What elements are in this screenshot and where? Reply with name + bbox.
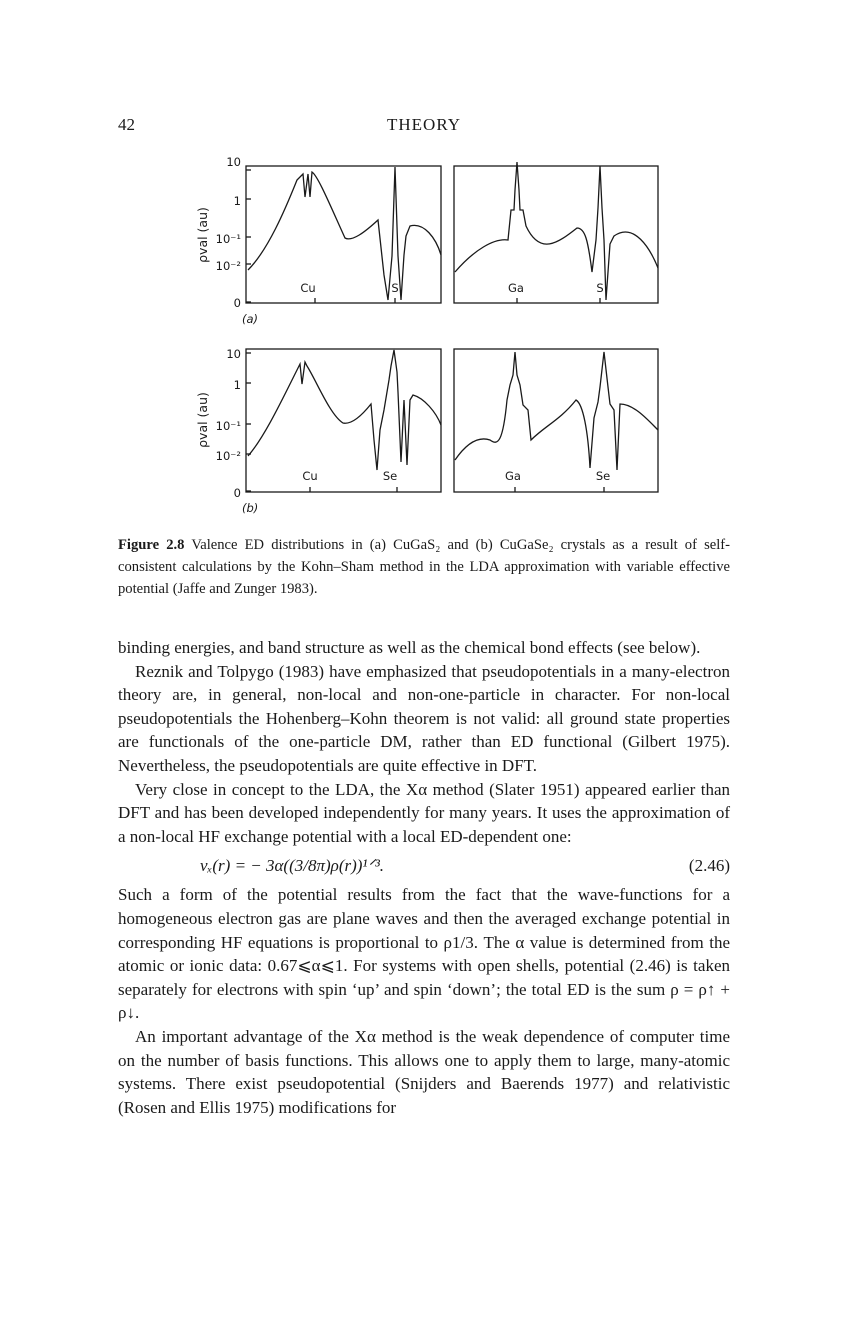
tick-label: 10⁻¹ <box>215 232 241 246</box>
density-curve-ga-s <box>455 162 658 300</box>
density-curve-cu-se <box>248 350 441 470</box>
panel-label-a: (a) <box>242 312 259 326</box>
equation-formula: vₓ(r) = − 3α((3/8π)ρ(r))¹ᐟ³. <box>200 856 385 876</box>
atom-label-s: S <box>391 281 399 295</box>
y-axis-label: ρval (au) <box>195 392 210 448</box>
atom-label-cu: Cu <box>300 281 316 295</box>
tick-label: 10⁻¹ <box>215 419 241 433</box>
atom-label-ga: Ga <box>508 281 524 295</box>
atom-label-s: S <box>596 281 604 295</box>
atom-label-ga: Ga <box>505 469 521 483</box>
caption-text: Valence ED distributions in (a) CuGaS₂ and (b) CuGaSe₂ crystals as a result of self-consistent calculations by the Kohn–Sham method in the LDA approximation with variable effective potential (Jaffe and Zunger 1983). <box>118 537 731 597</box>
paragraph: binding energies, and band structure as well as the chemical bond effects (see below). <box>118 638 701 657</box>
density-curve-ga-se <box>455 352 658 470</box>
paragraph: Reznik and Tolpygo (1983) have emphasized that pseudopotentials in a many-electron theory are, in general, non-local and non-one-particle in character. For non-local pseudopotentials the Hohenberg–Kohn theorem is not valid: all ground state properties are functionals of the one-particle DM, rather than ED functional (Gilbert 1975). Nevertheless, the pseudopotentials are quite effective in DFT. <box>118 661 730 775</box>
figure-caption <box>118 534 730 600</box>
tick-label: 10⁻² <box>215 449 241 463</box>
body-text <box>118 636 730 1119</box>
equation-number: (2.46) <box>688 856 730 876</box>
density-curve-cu-s <box>248 167 441 300</box>
tick-label: 10 <box>226 347 241 361</box>
equation-2-46 <box>118 851 730 881</box>
figure-panel-b <box>195 347 658 515</box>
paragraph: Such a form of the potential results from the fact that the wave-functions for a homogeneous electron gas are plane waves and then the averaged exchange potential in corresponding HF equations is proportional to ρ1/3. The α value is determined from the atomic or ionic data: 0.67⩽α⩽1. For systems with open shells, potential (2.46) is taken separately for electrons with spin ‘up’ and spin ‘down’; the total ED is the sum ρ = ρ↑ + ρ↓. <box>118 885 730 1023</box>
figure-2-8 <box>0 0 849 530</box>
page-number: 42 <box>118 115 135 134</box>
plot-frame-ga-s <box>454 166 658 303</box>
figure-panel-a <box>195 155 658 326</box>
atom-label-se: Se <box>382 469 398 483</box>
tick-label: 10⁻² <box>215 259 241 273</box>
plot-frame-cu-se <box>246 349 441 492</box>
running-title: THEORY <box>387 115 461 134</box>
paragraph: An important advantage of the Xα method is the weak dependence of computer time on the number of basis functions. This allows one to apply them to large, many-atomic systems. There exist pseudopotential (Snijders and Baerends 1977) and relativistic (Rosen and Ellis 1975) modifications for <box>118 1026 730 1117</box>
atom-label-cu: Cu <box>302 469 318 483</box>
panel-label-b: (b) <box>242 501 259 515</box>
atom-label-se: Se <box>595 469 611 483</box>
plot-frame-ga-se <box>454 349 658 492</box>
paragraph: Very close in concept to the LDA, the Xα method (Slater 1951) appeared earlier than DFT and has been developed independently for many years. It uses the approximation of a non-local HF exchange potential with a local ED-dependent one: <box>118 779 730 846</box>
y-axis-label: ρval (au) <box>195 207 210 263</box>
tick-label: 1 <box>233 194 241 208</box>
tick-label: 1 <box>233 378 241 392</box>
tick-label: 0 <box>233 296 241 310</box>
tick-label: 0 <box>233 486 241 500</box>
tick-label: 10 <box>226 155 241 169</box>
figure-label: Figure 2.8 <box>118 537 185 553</box>
